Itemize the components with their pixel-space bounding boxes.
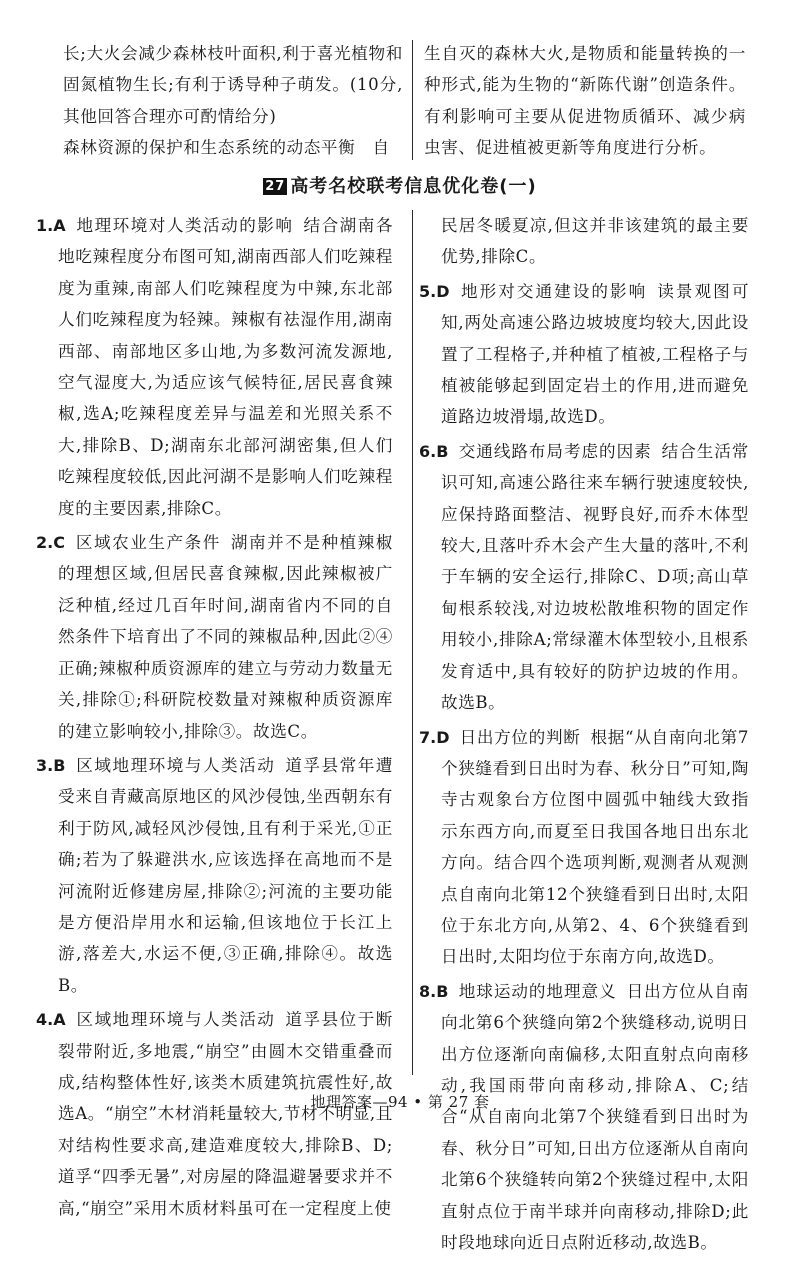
top-left-continuation xyxy=(63,38,403,164)
page-footer: 地理答案—94 • 第 27 套 xyxy=(310,1093,490,1111)
answer-item-4 xyxy=(36,1004,393,1224)
answer-explanation: 结合湖南各地吃辣程度分布图可知,湖南西部人们吃辣程度为重辣,南部人们吃辣程度为中辣,东北部人们吃辣程度为轻辣。辣椒有祛湿作用,湖南西部、南部地区多山地,为多数河流发源地,空气湿度大,为适应该气候特征,居民喜食辣椒,选A;吃辣程度差异与温差和光照关系不大,排除B、D;湖南东北部河湖密集,但人们吃辣程度较低,因此河湖不是影响人们吃辣程度的主要因素,排除C。 xyxy=(58,216,394,518)
answer-number: 5.D xyxy=(419,281,450,301)
answer-explanation: 湖南并不是种植辣椒的理想区域,但居民喜食辣椒,因此辣椒被广泛种植,经过几百年时间,湖南省内不同的自然条件下培育出了不同的辣椒品种,因此②④正确;辣椒种质资源库的建立与劳动力数量无关,排除①;科研院校数量对辣椒种质资源库的建立影响较小,排除③。故选C。 xyxy=(58,533,393,741)
answer-topic: 区域地理环境与人类活动 xyxy=(75,1010,276,1030)
answer-number: 2.C xyxy=(36,533,65,553)
answer-item-7 xyxy=(419,722,749,973)
answer-item-2 xyxy=(36,527,393,747)
answer-explanation: 结合生活常识可知,高速公路往来车辆行驶速度较快,应保持路面整洁、视野良好,而乔木体型较大,且落叶乔木会产生大量的落叶,不利于车辆的安全运行,排除C、D项;高山草甸根系较浅,对边坡松散堆积物的固定作用较小,排除A;常绿灌木体型较小,且根系发育适中,具有较好的防护边坡的作用。故选B。 xyxy=(441,441,749,713)
answer-explanation: 道孚县位于断裂带附近,多地震,“崩空”由圆木交错重叠而成,结构整体性好,该类木质建筑抗震性好,故选A。“崩空”木材消耗量较大,节材不明显,且对结构性要求高,建造难度较大,排除B、D;道孚“四季无暑”,对房屋的降温避暑要求并不高,“崩空”采用木质材料虽可在一定程度上使 xyxy=(58,1010,393,1218)
answer-number: 7.D xyxy=(419,727,450,747)
set-number-badge: 27 xyxy=(265,179,286,194)
answer-topic: 地球运动的地理意义 xyxy=(458,981,617,1001)
column-divider-top xyxy=(412,40,413,160)
answer-topic: 区域农业生产条件 xyxy=(74,533,221,553)
answer-topic: 日出方位的判断 xyxy=(459,727,581,747)
answer-item-8 xyxy=(419,976,749,1259)
section-title-text: 高考名校联考信息优化卷(一) xyxy=(290,176,537,197)
answer-item-3 xyxy=(36,750,393,1001)
top-right-continuation xyxy=(424,38,746,164)
answer-number: 8.B xyxy=(419,981,449,1001)
answer-explanation: 道孚县常年遭受来自青藏高原地区的风沙侵蚀,坐西朝东有利于防风,减轻风沙侵蚀,且有利于采光,①正确;若为了躲避洪水,应该选择在高地而不是河流附近修建房屋,排除②;河流的主要功能是方便沿岸用水和运输,但该地位于长江上游,落差大,水运不便,③正确,排除④。故选B。 xyxy=(58,755,393,995)
answer-item-1 xyxy=(36,210,393,524)
answer-number: 4.A xyxy=(36,1010,66,1030)
column-divider-main xyxy=(412,210,413,1075)
answer-item-4-continued xyxy=(419,210,749,273)
top-right-paragraph: 生自灭的森林大火,是物质和能量转换的一种形式,能为生物的“新陈代谢”创造条件。有利影响可主要从促进物质循环、减少病虫害、促进植被更新等角度进行分析。 xyxy=(424,44,746,158)
answer-number: 3.B xyxy=(36,755,66,775)
answer-item-5 xyxy=(419,276,749,433)
answer-explanation: 根据“从自南向北第7个狭缝看到日出时为春、秋分日”可知,陶寺古观象台方位图中圆弧中轴线大致指示东西方向,而夏至日我国各地日出东北方向。结合四个选项判断,观测者从观测点自南向北第12个狭缝看到日出时,太阳位于东北方向,从第2、4、6个狭缝看到日出时,太阳均位于东南方向,故选D。 xyxy=(441,727,750,967)
answer-explanation: 日出方位从自南向北第6个狭缝向第2个狭缝移动,说明日出方位逐渐向南偏移,太阳直射点向南移动,我国雨带向南移动,排除A、C;结合“从自南向北第7个狭缝看到日出时为春、秋分日”可知,日出方位逐渐从自南向北第6个狭缝转向第2个狭缝过程中,太阳直射点位于南半球并向南移动,排除D;此时段地球向近日点附近移动,故选B。 xyxy=(441,981,749,1252)
answer-explanation: 民居冬暖夏凉,但这并非该建筑的最主要优势,排除C。 xyxy=(441,216,749,267)
answer-explanation: 读景观图可知,两处高速公路边坡坡度均较大,因此设置了工程格子,并种植了植被,工程格子与植被能够起到固定岩土的作用,进而避免道路边坡滑塌,故选D。 xyxy=(441,281,750,427)
answer-topic: 地形对交通建设的影响 xyxy=(459,281,648,301)
top-left-paragraph: 长;大火会减少森林枝叶面积,利于喜光植物和固氮植物生长;有利于诱导种子萌发。(10分,其他回答合理亦可酌情给分) xyxy=(63,44,403,126)
answer-number: 1.A xyxy=(36,216,66,235)
top-left-heading-line: 森林资源的保护和生态系统的动态平衡 自 xyxy=(63,138,390,158)
answer-topic: 交通线路布局考虑的因素 xyxy=(458,441,652,461)
answer-number: 6.B xyxy=(419,441,449,461)
answer-item-6 xyxy=(419,436,749,719)
answers-left-column xyxy=(36,210,393,1227)
answer-topic: 地理环境对人类活动的影响 xyxy=(75,216,294,235)
answer-topic: 区域地理环境与人类活动 xyxy=(75,755,276,775)
section-title xyxy=(0,172,800,198)
